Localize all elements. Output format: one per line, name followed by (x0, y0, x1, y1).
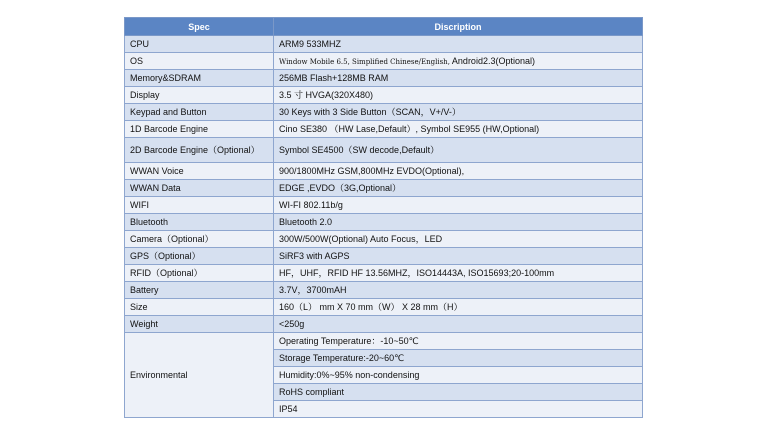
spec-value: Symbol SE4500（SW decode,Default） (274, 138, 643, 163)
table-row (125, 333, 643, 350)
page-bottom-edge (124, 427, 642, 441)
header-spec: Spec (125, 18, 274, 36)
env-value: IP54 (274, 401, 643, 418)
spec-value: 256MB Flash+128MB RAM (274, 70, 643, 87)
table-row (125, 265, 643, 282)
spec-table (124, 17, 643, 418)
os-value-tail: Android2.3(Optional) (449, 55, 535, 66)
spec-key: OS (125, 53, 274, 70)
spec-key: RFID（Optional） (125, 265, 274, 282)
spec-key: Bluetooth (125, 214, 274, 231)
spec-key: GPS（Optional） (125, 248, 274, 265)
table-row (125, 87, 643, 104)
spec-key: 1D Barcode Engine (125, 121, 274, 138)
spec-key-environmental: Environmental (125, 333, 274, 418)
env-value: RoHS compliant (274, 384, 643, 401)
table-row (125, 121, 643, 138)
spec-key: Display (125, 87, 274, 104)
spec-key: Battery (125, 282, 274, 299)
spec-value: 30 Keys with 3 Side Button（SCAN，V+/V-） (274, 104, 643, 121)
spec-value: EDGE ,EVDO（3G,Optional） (274, 180, 643, 197)
table-row (125, 36, 643, 53)
spec-key: WWAN Voice (125, 163, 274, 180)
spec-key: Memory&SDRAM (125, 70, 274, 87)
spec-key: WWAN Data (125, 180, 274, 197)
table-row (125, 316, 643, 333)
spec-value (274, 53, 643, 70)
spec-value: SiRF3 with AGPS (274, 248, 643, 265)
table-row (125, 197, 643, 214)
table-header-row (125, 18, 643, 36)
spec-value: 300W/500W(Optional) Auto Focus，LED (274, 231, 643, 248)
os-value-main: Window Mobile 6.5, Simplified Chinese/English, (279, 57, 450, 66)
spec-key: Keypad and Button (125, 104, 274, 121)
spec-value: 160（L） mm X 70 mm（W） X 28 mm（H） (274, 299, 643, 316)
spec-key: Size (125, 299, 274, 316)
spec-value: 3.5 寸 HVGA(320X480) (274, 87, 643, 104)
spec-value: HF，UHF，RFID HF 13.56MHZ，ISO14443A, ISO15693;20-100mm (274, 265, 643, 282)
table-row (125, 104, 643, 121)
env-value: Humidity:0%~95% non-condensing (274, 367, 643, 384)
spec-key: Weight (125, 316, 274, 333)
spec-key: Camera（Optional） (125, 231, 274, 248)
spec-value: 900/1800MHz GSM,800MHz EVDO(Optional), (274, 163, 643, 180)
spec-value: <250g (274, 316, 643, 333)
spec-key: 2D Barcode Engine（Optional） (125, 138, 274, 163)
table-row (125, 214, 643, 231)
table-row (125, 248, 643, 265)
spec-value: ARM9 533MHZ (274, 36, 643, 53)
table-row (125, 299, 643, 316)
env-value: Storage Temperature:-20~60℃ (274, 350, 643, 367)
spec-value: WI-FI 802.11b/g (274, 197, 643, 214)
spec-key: CPU (125, 36, 274, 53)
table-row (125, 138, 643, 163)
table-row (125, 70, 643, 87)
table-row (125, 231, 643, 248)
spec-value: 3.7V，3700mAH (274, 282, 643, 299)
header-description: Discription (274, 18, 643, 36)
table-row (125, 53, 643, 70)
spec-key: WIFI (125, 197, 274, 214)
table-row (125, 163, 643, 180)
spec-value: Bluetooth 2.0 (274, 214, 643, 231)
env-value: Operating Temperature：-10~50℃ (274, 333, 643, 350)
table-row (125, 282, 643, 299)
spec-value: Cino SE380 （HW Lase,Default）, Symbol SE955 (HW,Optional) (274, 121, 643, 138)
table-row (125, 180, 643, 197)
